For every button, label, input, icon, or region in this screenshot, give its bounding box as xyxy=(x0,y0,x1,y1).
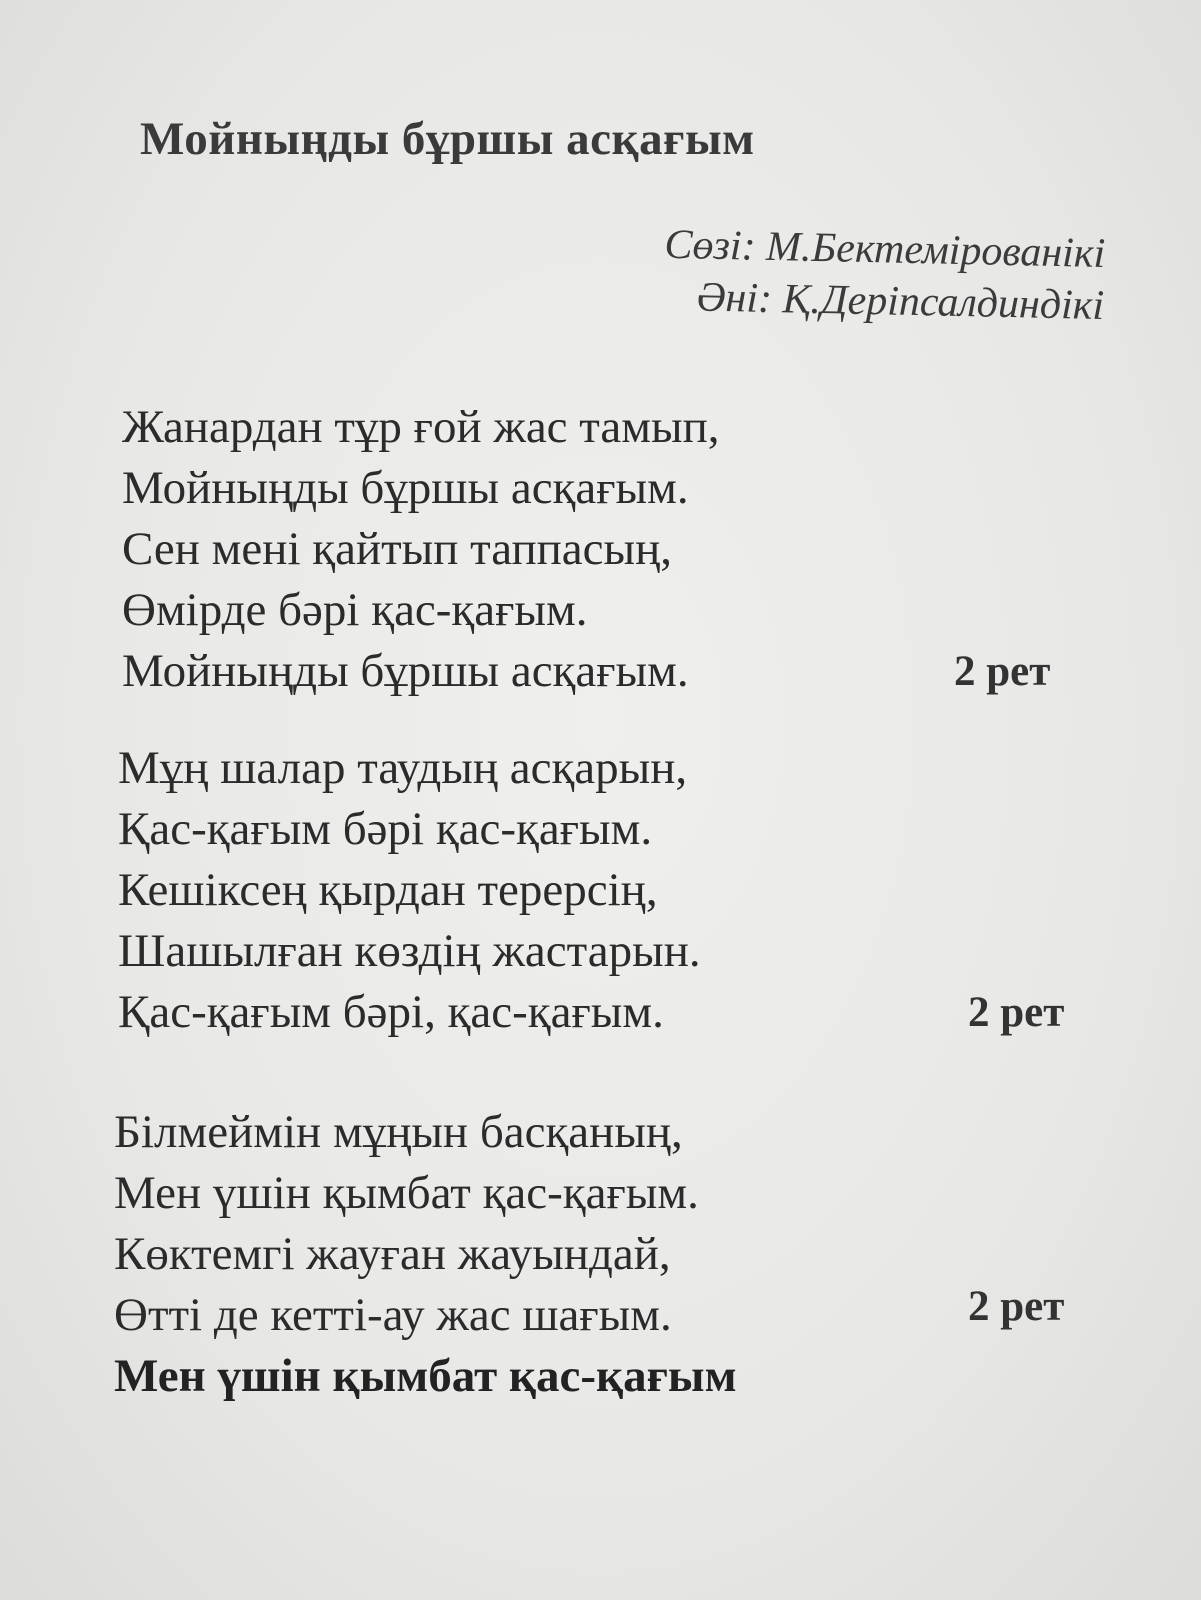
stanza-line: Жанардан тұр ғой жас тамып, xyxy=(122,401,720,453)
stanza-line: Қас-қағым бәрі, қас-қағым. xyxy=(118,986,664,1038)
song-title: Мойныңды бұршы асқағым xyxy=(140,113,755,165)
stanza-line: Өтті де кетті-ау жас шағым. xyxy=(114,1289,672,1341)
stanza-line: Шашылған көздің жастарын. xyxy=(118,925,701,977)
stanza-line: Мен үшін қымбат қас-қағым. xyxy=(114,1167,699,1219)
stanza-line: Кешіксең қырдан терерсің, xyxy=(118,864,658,916)
stanza-line: Мойныңды бұршы асқағым. xyxy=(122,645,689,697)
stanza-line: Мойныңды бұршы асқағым. xyxy=(122,462,689,514)
stanza-line: Қас-қағым бәрі қас-қағым. xyxy=(118,803,653,855)
lyrics-credit: Сөзі: М.Бектемірованікі xyxy=(664,221,1106,277)
song-credits xyxy=(663,219,1106,332)
stanza-2 xyxy=(118,738,1098,1043)
stanza-line: Білмеймін мұңын басқаның, xyxy=(114,1106,683,1158)
music-credit: Әні: Қ.Деріпсалдиндікі xyxy=(696,274,1105,329)
repeat-marker: 2 рет xyxy=(954,648,1051,695)
repeat-marker: 2 рет xyxy=(968,1283,1065,1330)
stanza-line: Мен үшін қымбат қас-қағым xyxy=(114,1350,737,1402)
stanza-3 xyxy=(114,1102,1094,1407)
stanza-line: Көктемгі жауған жауындай, xyxy=(114,1228,671,1280)
stanza-1 xyxy=(122,397,1102,702)
stanza-line: Сен мені қайтып таппасың, xyxy=(122,523,672,575)
stanza-line: Мұң шалар таудың асқарын, xyxy=(118,742,688,794)
repeat-marker: 2 рет xyxy=(968,989,1065,1036)
stanza-line: Өмірде бәрі қас-қағым. xyxy=(122,584,588,636)
